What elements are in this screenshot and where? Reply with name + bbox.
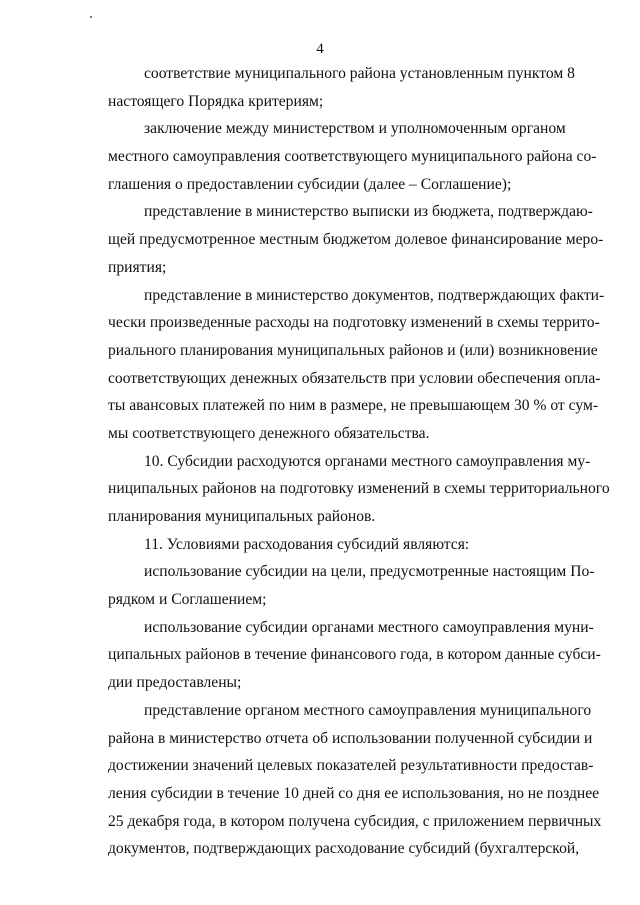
paragraph-line: соответствие муниципального района установленным пунктом 8 — [144, 65, 575, 82]
page-number: 4 — [316, 41, 324, 57]
paragraph-line: 11. Условиями расходования субсидий являются: — [144, 535, 470, 553]
paragraph-line: 10. Субсидии расходуются органами местного самоуправления му- — [144, 452, 591, 470]
paragraph-line: использование субсидии органами местного самоуправления муни- — [144, 618, 594, 636]
paragraph-line: местного самоуправления соответствующего муниципального района со- — [108, 148, 597, 166]
paragraph — [72, 448, 610, 531]
paragraph-line: приятия; — [108, 258, 167, 276]
paragraph-line: рядком и Соглашением; — [108, 591, 267, 609]
paragraph-line: достижении значений целевых показателей результативности предостав- — [108, 757, 594, 775]
paragraph-line: глашения о предоставлении субсидии (далее – Соглашение); — [108, 175, 512, 193]
paragraph — [72, 614, 601, 697]
paragraph-line: заключение между министерством и уполномоченным органом — [144, 120, 566, 138]
paragraph-line: соответствующих денежных обязательств при условии обеспечения опла- — [108, 369, 601, 387]
paragraph-line: документов, подтверждающих расходование субсидий (бухгалтерской, — [108, 840, 580, 858]
paragraph-line: представление в министерство документов, подтверждающих факти- — [144, 286, 605, 304]
paragraph-line: чески произведенные расходы на подготовку изменений в схемы террито- — [108, 314, 600, 332]
paragraph-line: настоящего Порядка критериям; — [108, 92, 324, 110]
paragraph-line: ципальных районов в течение финансового года, в котором данные субси- — [108, 646, 601, 664]
paragraph-line: района в министерство отчета об использовании полученной субсидии и — [108, 729, 593, 747]
paragraph-line: 25 декабря года, в котором получена субсидия, с приложением первичных — [108, 812, 602, 830]
paragraph — [72, 697, 602, 863]
paragraph-line: представление в министерство выписки из бюджета, подтверждаю- — [144, 203, 593, 221]
paragraph-line: дии предоставлены; — [108, 674, 242, 692]
paragraph-line: планирования муниципальных районов. — [108, 508, 376, 525]
document-body — [72, 60, 610, 863]
paragraph — [72, 115, 597, 198]
scan-speck — [90, 16, 92, 18]
paragraph — [72, 531, 553, 559]
paragraph — [72, 282, 605, 448]
paragraph-line: щей предусмотренное местным бюджетом долевое финансирование меро- — [108, 231, 604, 249]
paragraph-line: мы соответствующего денежного обязательства. — [108, 424, 430, 442]
paragraph — [72, 60, 575, 115]
paragraph-line: представление органом местного самоуправления муниципального — [144, 701, 592, 719]
paragraph-line: ты авансовых платежей по ним в размере, не превышающем 30 % от сум- — [108, 397, 599, 415]
paragraph-line: использование субсидии на цели, предусмотренные настоящим По- — [144, 563, 595, 581]
paragraph — [72, 558, 595, 613]
paragraph — [72, 198, 604, 281]
paragraph-line: риального планирования муниципальных районов и (или) возникновение — [108, 341, 598, 359]
paragraph-line: ниципальных районов на подготовку изменений в схемы территориального — [108, 480, 610, 498]
paragraph-line: ления субсидии в течение 10 дней со дня ее использования, но не позднее — [108, 784, 600, 802]
